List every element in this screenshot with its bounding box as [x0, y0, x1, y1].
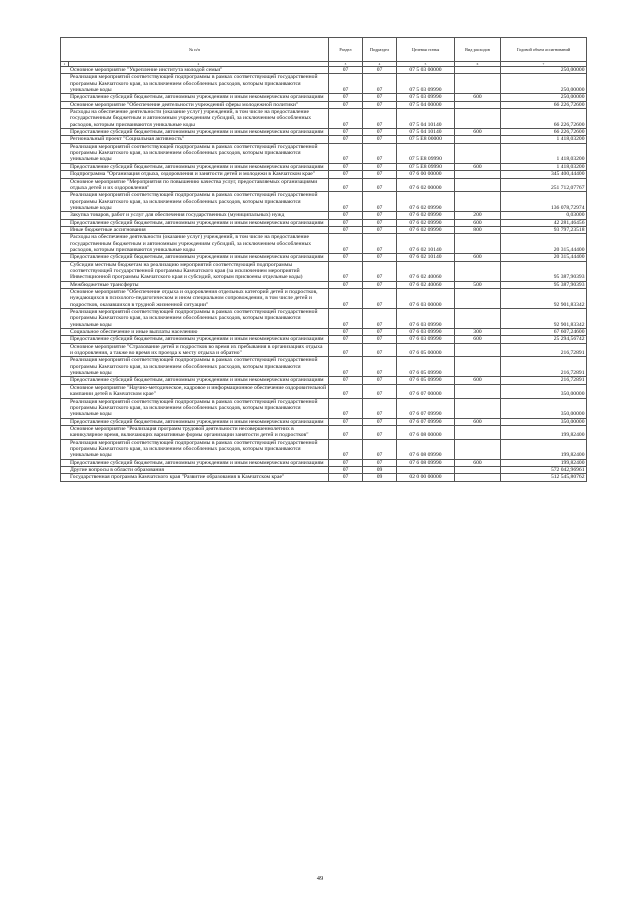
cell-name: Межбюджетные трансферты — [69, 281, 329, 288]
cell-vid: 500 — [455, 281, 501, 288]
cell-target: 07 5 03 09990 — [397, 74, 455, 94]
cell-vid — [455, 192, 501, 212]
cell-name: Основное мероприятие "Научно-методическое, кадровое и информационное обеспечение оздоровительной кампании детей в Камчатском крае" — [69, 384, 329, 398]
cell-podrazdel: 07 — [363, 129, 397, 136]
cell-razdel: 07 — [329, 67, 363, 74]
column-number: 2 — [69, 62, 329, 67]
table-row — [61, 226, 587, 233]
cell-target: 07 5 E8 09990 — [397, 143, 455, 163]
cell-razdel: 07 — [329, 398, 363, 418]
table-row — [61, 94, 587, 101]
cell-amount: 95 387,90393 — [501, 261, 587, 281]
cell-num — [61, 398, 69, 418]
cell-target: 07 6 07 09990 — [397, 398, 455, 418]
cell-num — [61, 74, 69, 94]
cell-vid — [455, 109, 501, 129]
cell-podrazdel: 07 — [363, 143, 397, 163]
cell-target: 07 6 02 10140 — [397, 234, 455, 254]
cell-target: 07 6 03 09990 — [397, 329, 455, 336]
cell-target: 07 6 02 09990 — [397, 219, 455, 226]
cell-podrazdel: 07 — [363, 425, 397, 439]
cell-target: 07 6 08 00000 — [397, 425, 455, 439]
cell-target: 07 6 02 09990 — [397, 226, 455, 233]
cell-razdel: 07 — [329, 192, 363, 212]
table-row — [61, 178, 587, 192]
table-row — [61, 439, 587, 459]
cell-target: 02 0 00 00000 — [397, 474, 455, 481]
cell-amount: 250,00000 — [501, 74, 587, 94]
cell-podrazdel: 07 — [363, 212, 397, 219]
cell-target: 07 6 05 00000 — [397, 343, 455, 357]
cell-razdel: 07 — [329, 377, 363, 384]
cell-razdel: 07 — [329, 136, 363, 143]
cell-amount: 95 387,90393 — [501, 281, 587, 288]
table-row — [61, 261, 587, 281]
cell-num — [61, 226, 69, 233]
cell-podrazdel: 07 — [363, 226, 397, 233]
cell-podrazdel: 07 — [363, 343, 397, 357]
cell-num — [61, 136, 69, 143]
cell-vid — [455, 143, 501, 163]
cell-name: Другие вопросы в области образования — [69, 466, 329, 473]
cell-name: Предоставление субсидий бюджетным, автономным учреждениям и иным некоммерческим организациям — [69, 336, 329, 343]
cell-vid: 600 — [455, 418, 501, 425]
cell-razdel: 07 — [329, 234, 363, 254]
cell-num — [61, 309, 69, 329]
cell-num — [61, 261, 69, 281]
cell-num — [61, 212, 69, 219]
cell-amount: 93 797,23518 — [501, 226, 587, 233]
cell-podrazdel: 07 — [363, 309, 397, 329]
table-row — [61, 418, 587, 425]
cell-razdel: 07 — [329, 261, 363, 281]
cell-razdel: 07 — [329, 289, 363, 309]
cell-amount: 512 545,80762 — [501, 474, 587, 481]
cell-razdel: 07 — [329, 178, 363, 192]
cell-num — [61, 192, 69, 212]
cell-target: 07 6 08 09990 — [397, 459, 455, 466]
cell-razdel: 07 — [329, 281, 363, 288]
cell-razdel: 07 — [329, 309, 363, 329]
cell-vid: 600 — [455, 254, 501, 261]
cell-podrazdel: 07 — [363, 254, 397, 261]
column-number: 3 — [329, 62, 363, 67]
cell-num — [61, 377, 69, 384]
cell-num — [61, 329, 69, 336]
cell-amount: 216,72891 — [501, 357, 587, 377]
cell-amount: 216,72891 — [501, 377, 587, 384]
cell-podrazdel: 07 — [363, 109, 397, 129]
cell-podrazdel: 07 — [363, 418, 397, 425]
cell-razdel: 07 — [329, 109, 363, 129]
cell-name: Реализация мероприятий соответствующей подпрограммы в рамках соответствующей государственной программы Камчатского края, за исключением обособленных расходов, которым присваиваются уникальные коды — [69, 398, 329, 418]
column-number: 7 — [501, 62, 587, 67]
cell-target: 07 6 05 09990 — [397, 377, 455, 384]
cell-target: 07 6 03 09990 — [397, 336, 455, 343]
table-row — [61, 398, 587, 418]
cell-vid: 300 — [455, 329, 501, 336]
cell-razdel: 07 — [329, 129, 363, 136]
table-row — [61, 219, 587, 226]
cell-amount: 66 226,72600 — [501, 101, 587, 108]
cell-razdel: 07 — [329, 163, 363, 170]
cell-name: Основное мероприятие "Мероприятия по повышению качества услуг, предоставляемых организациями отдыха детей и их оздоровления" — [69, 178, 329, 192]
table-row — [61, 234, 587, 254]
cell-razdel: 07 — [329, 329, 363, 336]
cell-razdel: 07 — [329, 439, 363, 459]
cell-podrazdel: 07 — [363, 398, 397, 418]
cell-target: 07 5 03 09990 — [397, 94, 455, 101]
cell-name: Социальное обеспечение и иные выплаты населению — [69, 329, 329, 336]
cell-amount: 350,00000 — [501, 398, 587, 418]
cell-amount: 1 418,03200 — [501, 163, 587, 170]
cell-name: Реализация мероприятий соответствующей подпрограммы в рамках соответствующей государственной программы Камчатского края, за исключением обособленных расходов, которым присваиваются уникальные коды — [69, 309, 329, 329]
column-number: 6 — [455, 62, 501, 67]
table-row — [61, 377, 587, 384]
cell-podrazdel: 07 — [363, 163, 397, 170]
table-row — [61, 192, 587, 212]
table-row — [61, 143, 587, 163]
cell-name: Основное мероприятие "Реализация программ трудовой деятельности несовершеннолетних в каникулярное время, включающих вариативные формы организации занятости детей и подростков" — [69, 425, 329, 439]
cell-target: 07 6 00 00000 — [397, 171, 455, 178]
cell-num — [61, 254, 69, 261]
cell-name: Основное мероприятие "Обеспечение деятельности учреждений сферы молодежной политики" — [69, 101, 329, 108]
cell-amount: 66 226,72600 — [501, 109, 587, 129]
cell-amount: 1 418,03200 — [501, 143, 587, 163]
cell-vid — [455, 384, 501, 398]
cell-target: 07 6 05 09990 — [397, 357, 455, 377]
cell-amount: 216,72891 — [501, 343, 587, 357]
cell-podrazdel: 07 — [363, 219, 397, 226]
cell-vid: 600 — [455, 129, 501, 136]
cell-podrazdel: 07 — [363, 336, 397, 343]
cell-podrazdel: 07 — [363, 289, 397, 309]
table-row — [61, 101, 587, 108]
budget-table-body — [61, 67, 587, 482]
cell-num — [61, 94, 69, 101]
table-row — [61, 212, 587, 219]
cell-amount: 92 901,83342 — [501, 309, 587, 329]
cell-name: Реализация мероприятий соответствующей подпрограммы в рамках соответствующей государственной программы Камчатского края, за исключением обособленных расходов, которым присваиваются уникальные коды — [69, 74, 329, 94]
cell-num — [61, 336, 69, 343]
cell-num — [61, 281, 69, 288]
cell-amount: 199,82400 — [501, 425, 587, 439]
cell-num — [61, 384, 69, 398]
cell-podrazdel: 07 — [363, 136, 397, 143]
cell-num — [61, 129, 69, 136]
cell-name: Основное мероприятие "Укрепление института молодой семьи" — [69, 67, 329, 74]
cell-vid — [455, 466, 501, 473]
cell-name: Подпрограмма "Организация отдыха, оздоровления и занятости детей и молодежи в Камчатском крае" — [69, 171, 329, 178]
header-razdel: Раздел — [329, 38, 363, 62]
cell-razdel: 07 — [329, 384, 363, 398]
budget-table — [60, 37, 587, 482]
cell-num — [61, 418, 69, 425]
table-row — [61, 466, 587, 473]
cell-podrazdel: 07 — [363, 459, 397, 466]
cell-target: 07 6 02 09990 — [397, 192, 455, 212]
cell-num — [61, 109, 69, 129]
cell-podrazdel: 07 — [363, 439, 397, 459]
cell-vid — [455, 309, 501, 329]
cell-razdel: 07 — [329, 357, 363, 377]
table-row — [61, 336, 587, 343]
cell-vid — [455, 234, 501, 254]
cell-target — [397, 466, 455, 473]
cell-num — [61, 143, 69, 163]
cell-podrazdel: 07 — [363, 192, 397, 212]
page-number: 49 — [316, 875, 324, 882]
cell-num — [61, 343, 69, 357]
table-row — [61, 425, 587, 439]
table-row — [61, 459, 587, 466]
cell-razdel: 07 — [329, 425, 363, 439]
cell-vid: 600 — [455, 94, 501, 101]
cell-vid — [455, 74, 501, 94]
cell-vid: 600 — [455, 219, 501, 226]
cell-num — [61, 466, 69, 473]
cell-name: Предоставление субсидий бюджетным, автономным учреждениям и иным некоммерческим организациям — [69, 219, 329, 226]
cell-podrazdel: 07 — [363, 261, 397, 281]
table-row — [61, 289, 587, 309]
cell-podrazdel: 07 — [363, 101, 397, 108]
cell-vid — [455, 425, 501, 439]
cell-razdel: 07 — [329, 94, 363, 101]
cell-name: Предоставление субсидий бюджетным, автономным учреждениям и иным некоммерческим организациям — [69, 418, 329, 425]
cell-num — [61, 425, 69, 439]
cell-vid: 800 — [455, 226, 501, 233]
cell-name: Предоставление субсидий бюджетным, автономным учреждениям и иным некоммерческим организациям — [69, 254, 329, 261]
cell-vid: 600 — [455, 459, 501, 466]
table-row — [61, 74, 587, 94]
cell-amount: 199,82400 — [501, 439, 587, 459]
cell-vid — [455, 101, 501, 108]
cell-target: 07 6 02 40060 — [397, 261, 455, 281]
cell-amount: 25 294,56742 — [501, 336, 587, 343]
table-row — [61, 309, 587, 329]
cell-name: Реализация мероприятий соответствующей подпрограммы в рамках соответствующей государственной программы Камчатского края, за исключением обособленных расходов, которым присваиваются уникальные коды — [69, 357, 329, 377]
cell-num — [61, 219, 69, 226]
cell-vid — [455, 136, 501, 143]
cell-name: Предоставление субсидий бюджетным, автономным учреждениям и иным некоммерческим организациям — [69, 163, 329, 170]
cell-name: Предоставление субсидий бюджетным, автономным учреждениям и иным некоммерческим организациям — [69, 377, 329, 384]
cell-name: Предоставление субсидий бюджетным, автономным учреждениям и иным некоммерческим организациям — [69, 459, 329, 466]
table-row — [61, 67, 587, 74]
cell-target: 07 6 07 09990 — [397, 418, 455, 425]
cell-name: Субсидии местным бюджетам на реализацию мероприятий соответствующей подпрограммы соответствующей государственной программы Камчатского края (за исключением мероприятий Инвестиционной программы Камчатского края и субсидий, которым присвоены отдельные коды) — [69, 261, 329, 281]
cell-amount: 20 315,44400 — [501, 254, 587, 261]
cell-amount: 1 418,03200 — [501, 136, 587, 143]
cell-amount: 67 607,24600 — [501, 329, 587, 336]
cell-amount: 42 281,46456 — [501, 219, 587, 226]
cell-podrazdel: 07 — [363, 281, 397, 288]
cell-podrazdel: 07 — [363, 329, 397, 336]
cell-vid: 600 — [455, 377, 501, 384]
column-number: 4 — [363, 62, 397, 67]
cell-podrazdel: 07 — [363, 171, 397, 178]
cell-name: Государственная программа Камчатского края "Развитие образования в Камчатском крае" — [69, 474, 329, 481]
table-row — [61, 136, 587, 143]
cell-amount: 251 712,07767 — [501, 178, 587, 192]
cell-razdel: 07 — [329, 226, 363, 233]
cell-podrazdel: 07 — [363, 94, 397, 101]
cell-target: 07 6 07 00000 — [397, 384, 455, 398]
cell-razdel: 07 — [329, 336, 363, 343]
table-row — [61, 171, 587, 178]
cell-vid: 600 — [455, 163, 501, 170]
cell-razdel: 07 — [329, 171, 363, 178]
table-row — [61, 474, 587, 481]
cell-razdel: 07 — [329, 143, 363, 163]
cell-target: 07 5 04 00000 — [397, 101, 455, 108]
cell-podrazdel: 07 — [363, 384, 397, 398]
cell-podrazdel: 07 — [363, 74, 397, 94]
table-row — [61, 384, 587, 398]
cell-vid — [455, 439, 501, 459]
cell-name: Иные бюджетные ассигнования — [69, 226, 329, 233]
cell-name: Предоставление субсидий бюджетным, автономным учреждениям и иным некоммерческим организациям — [69, 129, 329, 136]
cell-name: Закупка товаров, работ и услуг для обеспечения государственных (муниципальных) нужд — [69, 212, 329, 219]
cell-razdel: 07 — [329, 459, 363, 466]
cell-target: 07 6 02 10140 — [397, 254, 455, 261]
cell-razdel: 07 — [329, 474, 363, 481]
cell-amount: 136 078,72974 — [501, 192, 587, 212]
cell-vid: 600 — [455, 336, 501, 343]
cell-target: 07 5 04 10140 — [397, 109, 455, 129]
cell-target: 07 5 E8 00000 — [397, 136, 455, 143]
cell-target: 07 5 03 00000 — [397, 67, 455, 74]
cell-num — [61, 171, 69, 178]
cell-razdel: 07 — [329, 343, 363, 357]
header-row — [61, 38, 587, 62]
header-target: Целевая статья — [397, 38, 455, 62]
cell-target: 07 5 E8 09990 — [397, 163, 455, 170]
cell-num — [61, 178, 69, 192]
cell-amount: 345 400,44400 — [501, 171, 587, 178]
table-row — [61, 129, 587, 136]
cell-name: Основное мероприятие "Обеспечение отдыха и оздоровления отдельных категорий детей и подростков, нуждающихся в психолого-педагогическом и ином специальном сопровождении, в том числе детей и подростков, оказавшихся в трудной жизненной ситуации" — [69, 289, 329, 309]
cell-name: Основное мероприятие "Страхование детей и подростков во время их пребывания в организациях отдыха и оздоровления, а также во время их проезда к месту отдыха и обратно" — [69, 343, 329, 357]
cell-amount: 350,00000 — [501, 418, 587, 425]
cell-amount: 92 901,83342 — [501, 289, 587, 309]
cell-razdel: 07 — [329, 254, 363, 261]
cell-razdel: 07 — [329, 74, 363, 94]
cell-vid — [455, 289, 501, 309]
cell-name: Региональный проект "Социальная активность" — [69, 136, 329, 143]
cell-num — [61, 289, 69, 309]
table-row — [61, 281, 587, 288]
table-row — [61, 254, 587, 261]
header-vid: Вид расходов — [455, 38, 501, 62]
cell-podrazdel: 07 — [363, 377, 397, 384]
cell-target: 07 6 02 09990 — [397, 212, 455, 219]
cell-name: Предоставление субсидий бюджетным, автономным учреждениям и иным некоммерческим организациям — [69, 94, 329, 101]
cell-podrazdel: 07 — [363, 178, 397, 192]
cell-razdel: 07 — [329, 212, 363, 219]
column-number: 5 — [397, 62, 455, 67]
cell-razdel: 07 — [329, 219, 363, 226]
cell-podrazdel: 09 — [363, 466, 397, 473]
table-row — [61, 163, 587, 170]
cell-razdel: 07 — [329, 418, 363, 425]
cell-num — [61, 163, 69, 170]
cell-num — [61, 234, 69, 254]
cell-vid — [455, 67, 501, 74]
cell-name: Реализация мероприятий соответствующей подпрограммы в рамках соответствующей государственной программы Камчатского края, за исключением обособленных расходов, которым присваиваются уникальные коды — [69, 143, 329, 163]
cell-num — [61, 357, 69, 377]
cell-podrazdel: 07 — [363, 357, 397, 377]
cell-amount: 250,00000 — [501, 94, 587, 101]
column-number: 1 — [61, 62, 69, 67]
cell-name: Реализация мероприятий соответствующей подпрограммы в рамках соответствующей государственной программы Камчатского края, за исключением обособленных расходов, которым присваиваются уникальные коды — [69, 439, 329, 459]
cell-vid — [455, 171, 501, 178]
cell-amount: 199,82400 — [501, 459, 587, 466]
cell-target: 07 6 08 09990 — [397, 439, 455, 459]
cell-name: Расходы на обеспечение деятельности (оказание услуг) учреждений, в том числе на предоставление государственным бюджетным и автономным учреждениям субсидий, за исключением обособленных расходов, которым присваиваются уникальные коды — [69, 109, 329, 129]
cell-target: 07 5 04 10140 — [397, 129, 455, 136]
cell-razdel: 07 — [329, 466, 363, 473]
header-num-name: № п/п — [61, 38, 329, 62]
cell-razdel: 07 — [329, 101, 363, 108]
table-row — [61, 357, 587, 377]
cell-num — [61, 101, 69, 108]
table-row — [61, 343, 587, 357]
cell-vid — [455, 357, 501, 377]
cell-name: Расходы на обеспечение деятельности (оказание услуг) учреждений, в том числе на предоставление государственным бюджетным и автономным учреждениям субсидий, за исключением обособленных расходов, которым присваиваются уникальные коды — [69, 234, 329, 254]
cell-podrazdel: 09 — [363, 474, 397, 481]
cell-num — [61, 439, 69, 459]
table-row — [61, 329, 587, 336]
cell-target: 07 6 02 40060 — [397, 281, 455, 288]
cell-amount: 66 226,72600 — [501, 129, 587, 136]
cell-vid — [455, 261, 501, 281]
cell-vid — [455, 343, 501, 357]
cell-vid — [455, 474, 501, 481]
cell-podrazdel: 07 — [363, 67, 397, 74]
cell-num — [61, 459, 69, 466]
cell-vid — [455, 178, 501, 192]
cell-vid: 200 — [455, 212, 501, 219]
header-amount: Годовой объем ассигнований — [501, 38, 587, 62]
cell-amount: 20 315,44400 — [501, 234, 587, 254]
table-row — [61, 109, 587, 129]
cell-name: Реализация мероприятий соответствующей подпрограммы в рамках соответствующей государственной программы Камчатского края, за исключением обособленных расходов, которым присваиваются уникальные коды — [69, 192, 329, 212]
cell-amount: 0,03000 — [501, 212, 587, 219]
cell-amount: 250,00000 — [501, 67, 587, 74]
cell-target: 07 6 03 00000 — [397, 289, 455, 309]
header-podrazdel: Подраздел — [363, 38, 397, 62]
cell-amount: 572 042,96961 — [501, 466, 587, 473]
cell-num — [61, 474, 69, 481]
cell-target: 07 6 02 00000 — [397, 178, 455, 192]
cell-podrazdel: 07 — [363, 234, 397, 254]
cell-amount: 350,00000 — [501, 384, 587, 398]
cell-target: 07 6 03 09990 — [397, 309, 455, 329]
cell-num — [61, 67, 69, 74]
cell-vid — [455, 398, 501, 418]
